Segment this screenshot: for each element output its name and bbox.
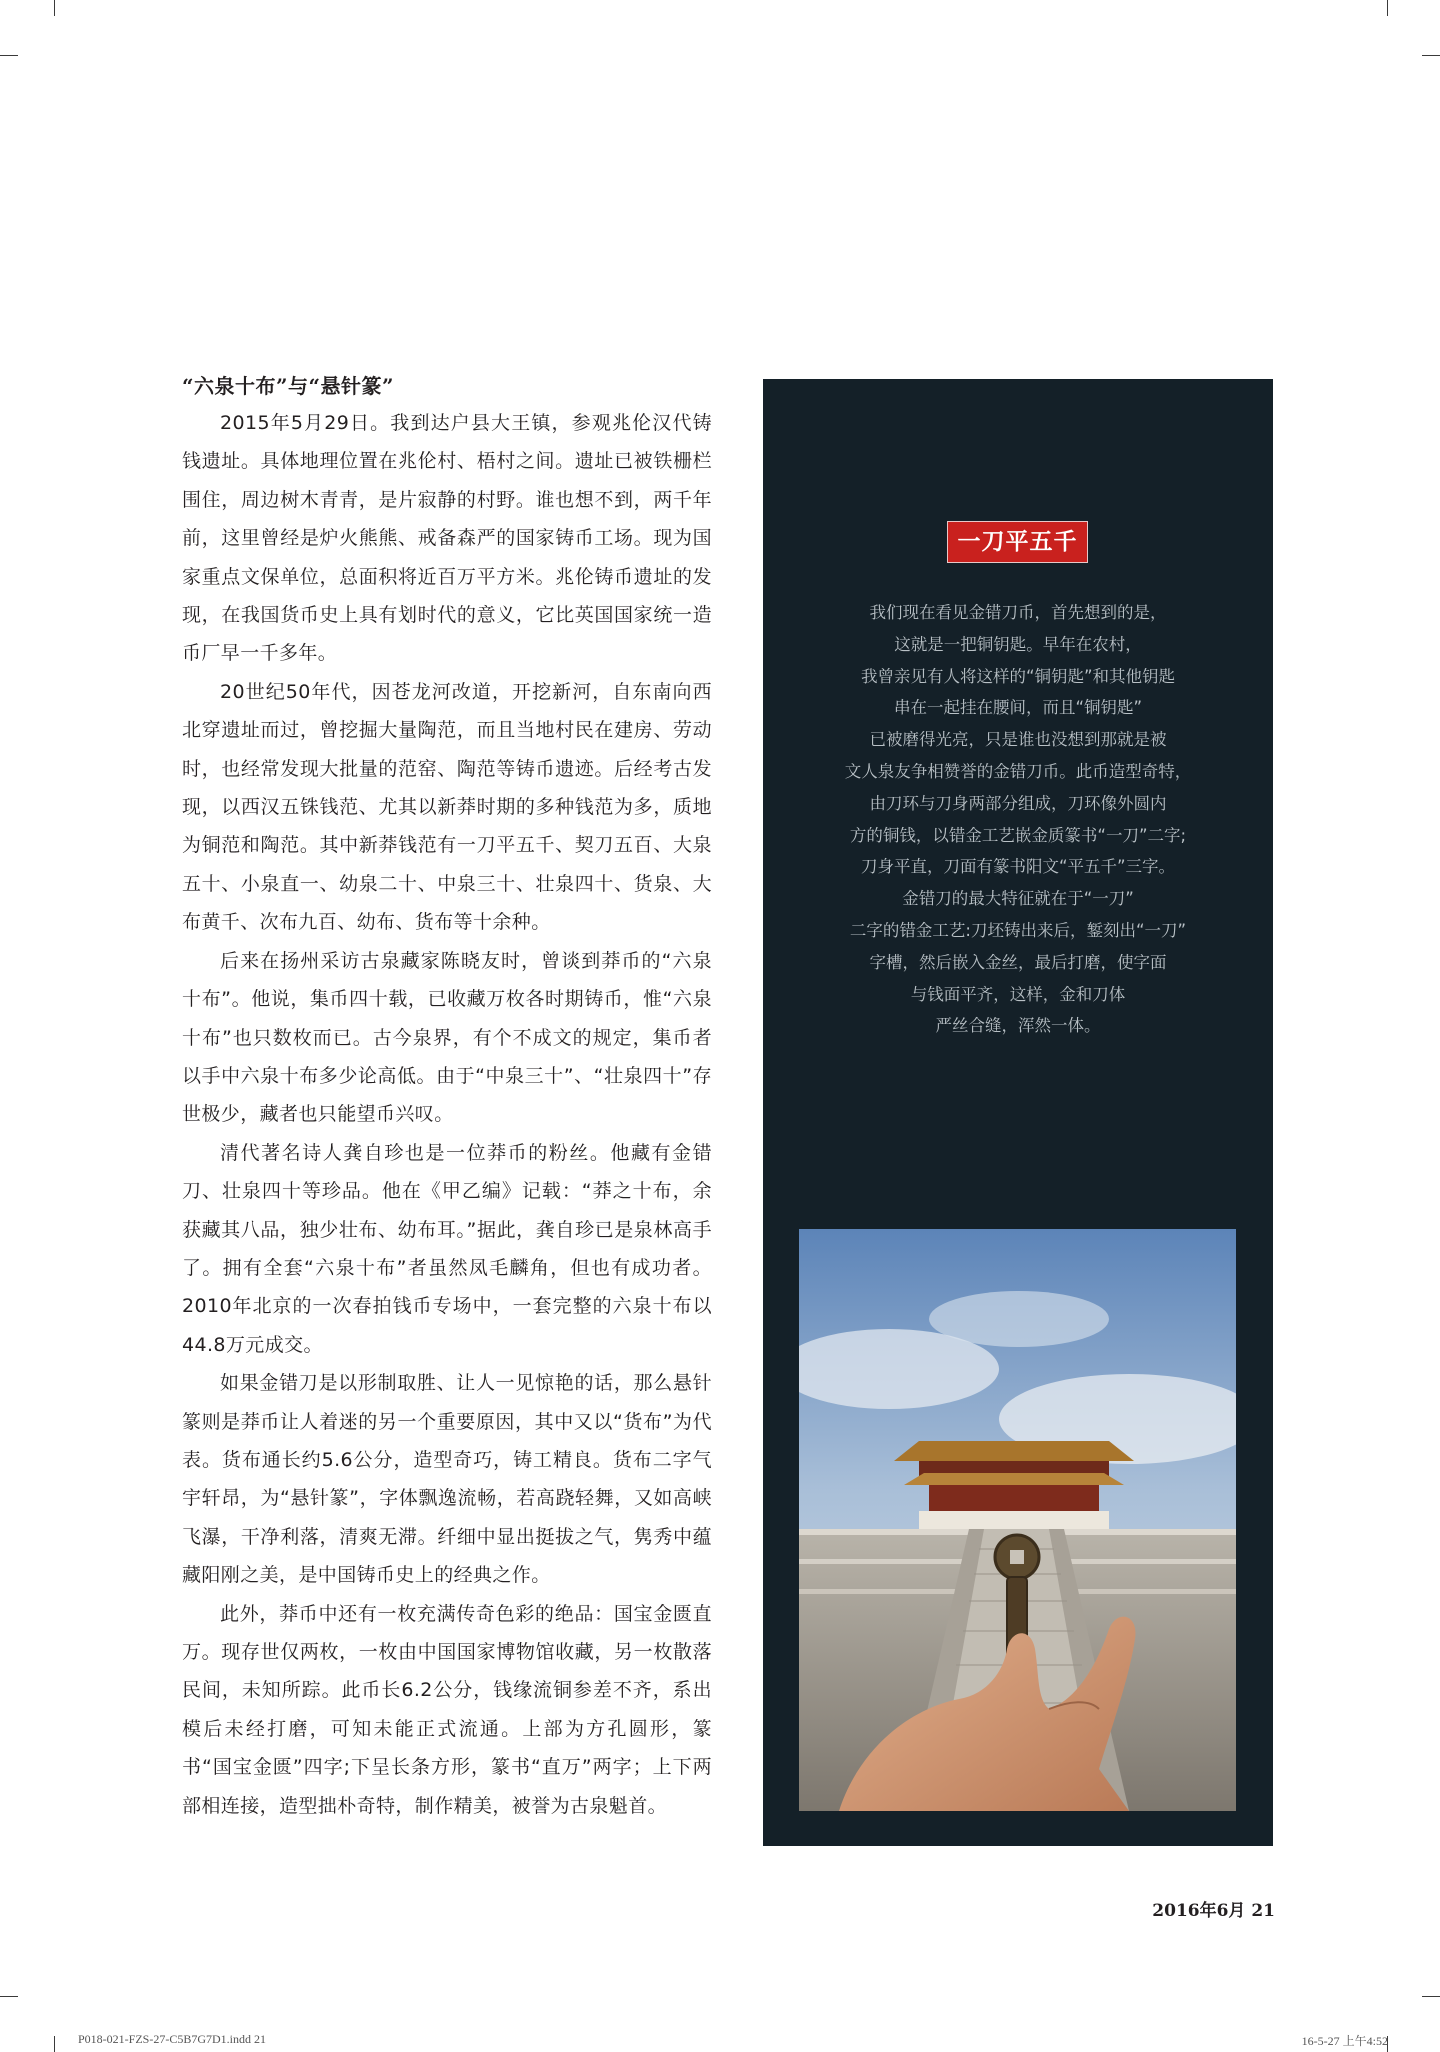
quote-line: 文人泉友争相赞誉的金错刀币。此币造型奇特， xyxy=(844,761,1192,781)
quote-line: 刀身平直，刀面有篆书阳文“平五千”三字。 xyxy=(860,857,1176,877)
quote-line: 二字的错金工艺:刀坯铸出来后，錾刻出“一刀” xyxy=(849,920,1187,940)
body-paragraph: 如果金错刀是以形制取胜、让人一见惊艳的话，那么悬针篆则是莽币让人着迷的另一个重要原因，其中又以“货布”为代表。货布通长约5.6公分，造型奇巧，铸工精良。货布二字气宇轩昂，为“悬针篆”，字体飘逸流畅，若高跷轻舞，又如高峡飞瀑，干净利落，清爽无滞。纤细中显出挺拔之气，隽秀中蕴藏阳刚之美，是中国铸币史上的经典之作。 xyxy=(182,1372,712,1587)
quote-line: 我曾亲见有人将这样的“铜钥匙”和其他钥匙 xyxy=(860,666,1176,686)
page-folio: 2016年6月 21 xyxy=(1152,1901,1275,1921)
crop-mark-right-lower xyxy=(1422,1996,1440,1997)
crop-mark-top-left xyxy=(54,0,55,16)
quote-line: 字槽，然后嵌入金丝，最后打磨，使字面 xyxy=(869,952,1167,972)
quote-line: 与钱面平齐，这样，金和刀体 xyxy=(910,984,1126,1004)
quote-line: 由刀环与刀身两部分组成，刀环像外圆内 xyxy=(869,793,1167,813)
print-slug-date: 16-5-27 上午4:52 xyxy=(1301,2034,1388,2048)
quote-line: 严丝合缝，浑然一体。 xyxy=(935,1016,1101,1036)
crop-mark-right-upper xyxy=(1422,55,1440,56)
print-slug-file: P018-021-FZS-27-C5B7G7D1.indd 21 xyxy=(78,2032,267,2046)
body-paragraph: 此外，莽币中还有一枚充满传奇色彩的绝品：国宝金匮直万。现存世仅两枚，一枚由中国国家博物馆收藏，另一枚散落民间，未知所踪。此币长6.2公分，钱缘流铜参差不齐，系出模后未经打磨，可知未能正式流通。上部为方孔圆形，篆书“国宝金匮”四字;下呈长条方形，篆书“直万”两字；上下两部相连接，造型拙朴奇特，制作精美，被誉为古泉魁首。 xyxy=(182,1602,712,1817)
section-heading: “六泉十布”与“悬针篆” xyxy=(182,374,395,398)
article-column xyxy=(182,370,712,1825)
crop-mark-bottom-left xyxy=(54,2036,55,2052)
sidebar-badge: 一刀平五千 xyxy=(947,521,1088,563)
sidebar-panel xyxy=(763,379,1273,1846)
crop-mark-top-right xyxy=(1387,0,1388,16)
crop-mark-left-lower xyxy=(0,1996,18,1997)
palace-coin-photo xyxy=(799,1229,1236,1811)
quote-line: 我们现在看见金错刀币，首先想到的是， xyxy=(869,603,1167,622)
sidebar-quote xyxy=(763,597,1273,1042)
body-paragraph: 后来在扬州采访古泉藏家陈晓友时，曾谈到莽币的“六泉十布”。他说，集币四十载，已收藏万枚各时期铸币，惟“六泉十布”也只数枚而已。古今泉界，有个不成文的规定，集币者以手中六泉十布多少论高低。由于“中泉三十”、“壮泉四十”存世极少，藏者也只能望币兴叹。 xyxy=(182,949,712,1126)
quote-line: 这就是一把铜钥匙。早年在农村， xyxy=(894,634,1142,654)
crop-mark-left-upper xyxy=(0,55,18,56)
quote-line: 已被磨得光亮，只是谁也没想到那就是被 xyxy=(869,730,1167,750)
quote-line: 金错刀的最大特征就在于“一刀” xyxy=(902,889,1134,909)
quote-line: 方的铜钱，以错金工艺嵌金质篆书“一刀”二字; xyxy=(849,825,1187,845)
body-paragraph: 20世纪50年代，因苍龙河改道，开挖新河，自东南向西北穿遗址而过，曾挖掘大量陶范，而且当地村民在建房、劳动时，也经常发现大批量的范窑、陶范等铸币遗迹。后经考古发现，以西汉五铢钱范、尤其以新莽时期的多种钱范为多，质地为铜范和陶范。其中新莽钱范有一刀平五千、契刀五百、大泉五十、小泉直一、幼泉二十、中泉三十、壮泉四十、货泉、大布黄千、次布九百、幼布、货布等十余种。 xyxy=(182,680,712,934)
quote-line: 串在一起挂在腰间，而且“铜钥匙” xyxy=(893,698,1143,718)
body-paragraph: 2015年5月29日。我到达户县大王镇，参观兆伦汉代铸钱遗址。具体地理位置在兆伦村、梧村之间。遗址已被铁栅栏围住，周边树木青青，是片寂静的村野。谁也想不到，两千年前，这里曾经是炉火熊熊、戒备森严的国家铸币工场。现为国家重点文保单位，总面积将近百万平方米。兆伦铸币遗址的发现，在我国货币史上具有划时代的意义，它比英国国家统一造币厂早一千多年。 xyxy=(182,412,712,665)
body-paragraph: 清代著名诗人龚自珍也是一位莽币的粉丝。他藏有金错刀、壮泉四十等珍品。他在《甲乙编》记载：“莽之十布，余获藏其八品，独少壮布、幼布耳。”据此，龚自珍已是泉林高手了。拥有全套“六泉十布”者虽然凤毛麟角，但也有成功者。2010年北京的一次春拍钱币专场中，一套完整的六泉十布以44.8万元成交。 xyxy=(182,1141,712,1356)
